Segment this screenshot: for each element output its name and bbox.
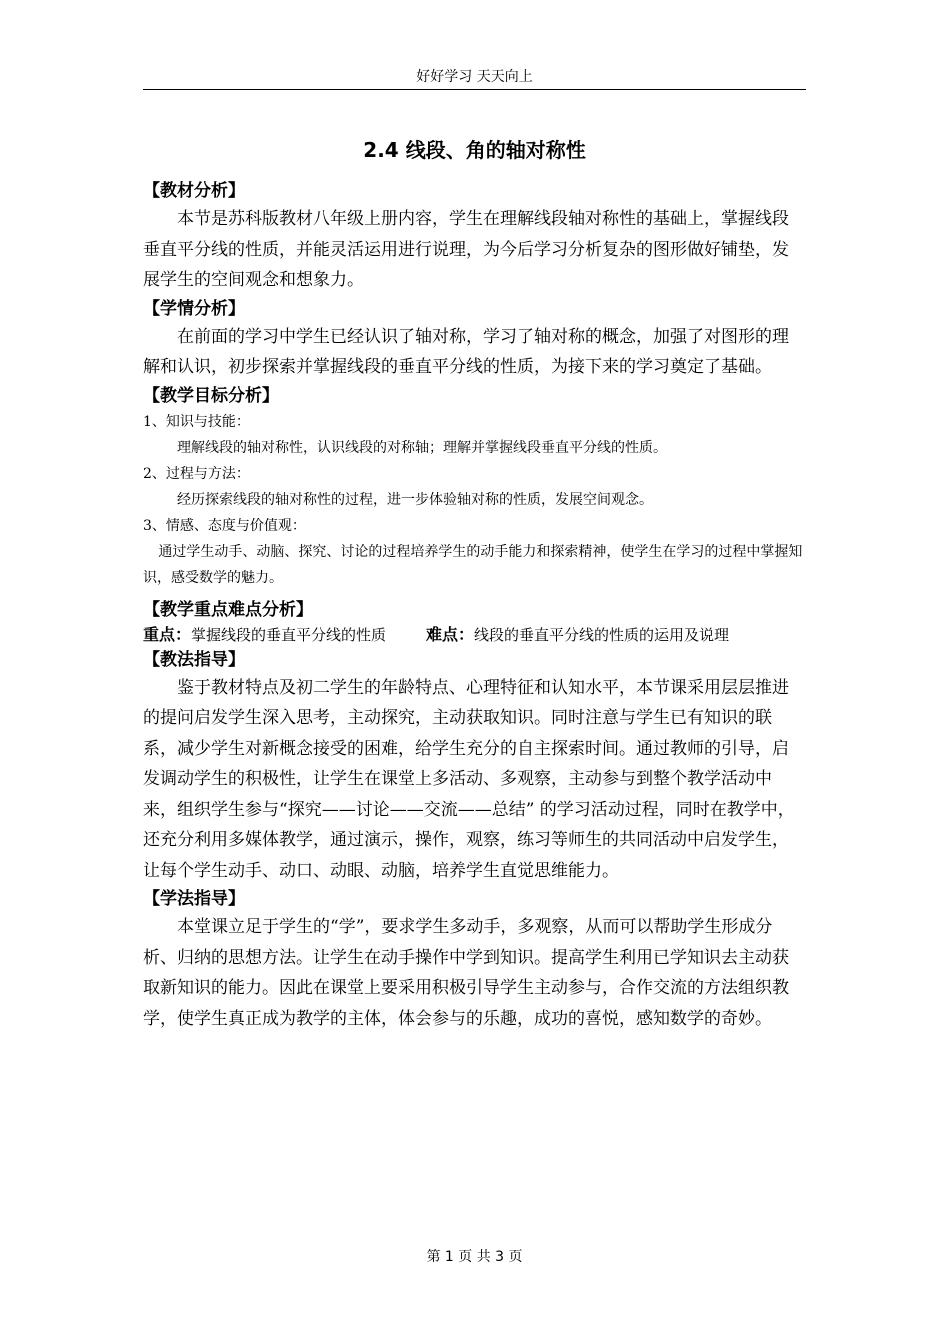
goal-2-text: 经历探索线段的轴对称性的过程，进一步体验轴对称的性质，发展空间观念。 bbox=[177, 491, 653, 508]
goal-1-text: 理解线段的轴对称性，认识线段的对称轴；理解并掌握线段垂直平分线的性质。 bbox=[177, 439, 667, 456]
key-label: 重点： bbox=[143, 624, 192, 644]
document-body bbox=[143, 178, 813, 1034]
difficulty-label: 难点： bbox=[426, 624, 475, 644]
header-text: 好好学习 天天向上 bbox=[416, 69, 533, 85]
material-paragraph: 本节是苏科版教材八年级上册内容，学生在理解线段轴对称性的基础上，掌握线段垂直平分线的性质，并能灵活运用进行说理，为今后学习分析复杂的图形做好铺垫，发展学生的空间观念和想象力。 bbox=[143, 209, 789, 290]
section-heading-goals: 【教学目标分析】 bbox=[143, 385, 279, 406]
keypoints-line bbox=[143, 623, 813, 647]
goal-3-label: 3、情感、态度与价值观： bbox=[143, 517, 306, 534]
section-heading-learning: 【学法指导】 bbox=[143, 889, 245, 909]
learning-paragraph: 本堂课立足于学生的“学”，要求学生多动手，多观察，从而可以帮助学生形成分析、归纳的思想方法。让学生在动手操作中学到知识。提高学生利用已学知识去主动获取新知识的能力。因此在课堂上要采用积极引导学生主动参与，合作交流的方法组织教学，使学生真正成为教学的主体，体会参与的乐趣，成功的喜悦，感知数学的奇妙。 bbox=[143, 917, 789, 1029]
document-title: 2.4 线段、角的轴对称性 bbox=[363, 138, 586, 162]
key-text: 掌握线段的垂直平分线的性质 bbox=[191, 625, 387, 644]
goal-1-label: 1、知识与技能： bbox=[143, 413, 250, 430]
goal-3-text: 通过学生动手、动脑、探究、讨论的过程培养学生的动手能力和探索精神，使学生在学习的过程中掌握知识，感受数学的魅力。 bbox=[143, 543, 803, 586]
section-heading-method: 【教法指导】 bbox=[143, 649, 245, 670]
section-heading-students: 【学情分析】 bbox=[143, 298, 245, 319]
students-paragraph: 在前面的学习中学生已经认识了轴对称，学习了轴对称的概念，加强了对图形的理解和认识，初步探索并掌握线段的垂直平分线的性质，为接下来的学习奠定了基础。 bbox=[143, 326, 789, 377]
page-footer: 第 1 页 共 3 页 bbox=[426, 1249, 523, 1265]
section-heading-keypoints: 【教学重点难点分析】 bbox=[143, 599, 313, 620]
method-paragraph: 鉴于教材特点及初二学生的年龄特点、心理特征和认知水平，本节课采用层层推进的提问启发学生深入思考，主动探究，主动获取知识。同时注意与学生已有知识的联系，减少学生对新概念接受的困难，给学生充分的自主探索时间。通过教师的引导，启发调动学生的积极性，让学生在课堂上多活动、多观察，主动参与到整个教学活动中来，组织学生参与“探究——讨论——交流——总结” 的学习活动过程，同时在教学中，还充分利用多媒体教学，通过演示，操作，观察，练习等师生的共同活动中启发学生，让每个学生动手、动口、动眼、动脑，培养学生直觉思维能力。 bbox=[143, 677, 795, 881]
page-header bbox=[143, 66, 806, 90]
difficulty-text: 线段的垂直平分线的性质的运用及说理 bbox=[474, 625, 730, 644]
section-heading-material: 【教材分析】 bbox=[143, 181, 245, 201]
goal-2-label: 2、过程与方法： bbox=[143, 465, 250, 482]
